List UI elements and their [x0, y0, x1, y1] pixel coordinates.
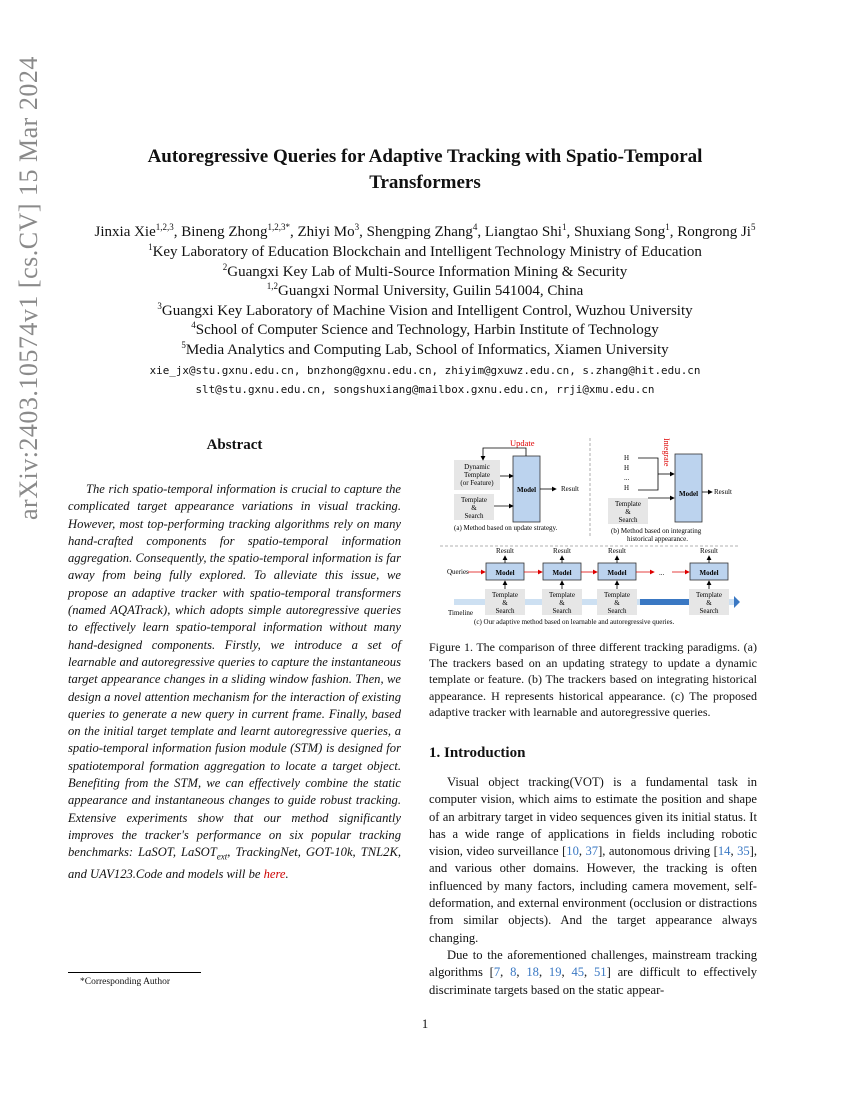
fig-label: Result: [553, 547, 571, 555]
author-sup: 5: [750, 222, 756, 232]
author-name: , Shengping Zhang: [359, 224, 473, 240]
fig-label: Template: [615, 500, 641, 508]
fig-label: Model: [678, 490, 699, 498]
fig-label: &: [559, 599, 565, 607]
fig-caption-b: (b) Method based on integrating: [611, 527, 702, 535]
fig-label: Template: [461, 496, 487, 504]
citation-link[interactable]: 18: [526, 965, 539, 980]
fig-label: Template: [464, 471, 490, 479]
fig-caption-c: (c) Our adaptive method based on learnable and autoregressive queries.: [474, 618, 675, 626]
paper-title: [60, 144, 790, 196]
citation-link[interactable]: 19: [548, 965, 562, 980]
fig-label: Search: [495, 607, 515, 615]
author-name: , Shuxiang Song: [566, 224, 666, 240]
email-line: xie_jx@stu.gxnu.edu.cn, bnzhong@gxnu.edu.cn, zhiyim@gxuwz.edu.cn, s.zhang@hit.edu.cn: [149, 364, 701, 377]
fig-label: Search: [607, 607, 627, 615]
abstract-heading: Abstract: [206, 437, 263, 453]
body-text: ,: [538, 965, 549, 980]
update-label: Update: [510, 438, 535, 448]
citation-link[interactable]: 45: [571, 965, 585, 980]
fig-label: Result: [561, 485, 579, 493]
footnote-rule: [68, 972, 201, 973]
body-text: ,: [561, 965, 572, 980]
body-text: Due to the aforementioned challenges, mainstream tracking algorithms [: [429, 947, 757, 980]
fig-label: &: [614, 599, 620, 607]
fig-label: ...: [659, 569, 665, 577]
author-sup: 1: [561, 222, 567, 232]
fig-label: Model: [495, 569, 515, 577]
abstract-text-tail: , TrackingNet, GOT-10k, TNL2K, and UAV123.Code and models will be: [68, 845, 401, 882]
email-list: [40, 361, 810, 399]
affiliation-sup: 2: [222, 261, 228, 272]
fig-label: Queries: [447, 568, 469, 576]
fig-label: Search: [464, 512, 484, 520]
title-line-1: Autoregressive Queries for Adaptive Tracking with Spatio-Temporal: [147, 146, 703, 167]
arxiv-identifier: arXiv:2403.10574v1 [cs.CV] 15 Mar 2024: [14, 56, 43, 520]
fig-label: H: [624, 464, 630, 472]
affiliation-text: Guangxi Normal University, Guilin 541004, China: [278, 283, 584, 299]
affiliation: [40, 263, 810, 283]
abstract-text: The rich spatio-temporal information is crucial to capture the complicated target appearance variations in visual tracking. However, most top-performing tracking algorithms rely on many hand-crafted components for spatio-temporal information aggregation. Consequently, the spatio-temporal information is far away from being fully explored. To alleviate this issue, we propose an adaptive tracker with spatio-temporal transformers (named AQATrack), which adopts simple autoregressive queries to effectively learn spatio-temporal information without many hand-designed components. Firstly, we introduce a set of learnable and autoregressive queries to capture the instantaneous target appearance changes in a sliding window fashion. Then, we design a novel attention mechanism for the interaction of existing queries to generate a new query in current frame. Finally, based on the initial target template and learnt autoregressive queries, a spatio-temporal information fusion module (STM) is designed for spatiotemporal formation aggregation to locate a target object. Benefiting from the STM, we can effectively combine the static appearance and instantaneous changes to guide robust tracking. Extensive experiments show that our method significantly improves the tracker's performance on six popular tracking benchmarks: LaSOT, LaSOT: [68, 482, 401, 860]
author-name: Jinxia Xie: [94, 224, 156, 240]
affiliation-sup: 5: [181, 339, 186, 350]
fig-label: &: [706, 599, 712, 607]
fig-label: Search: [552, 607, 572, 615]
body-text: ] are difficult to effectively discriminate targets based on the static appear-: [429, 965, 758, 997]
title-line-2: Transformers: [369, 172, 481, 193]
fig-label: &: [471, 504, 477, 512]
author-sup: 3: [354, 222, 360, 232]
affiliation-text: School of Computer Science and Technology, Harbin Institute of Technology: [195, 322, 659, 338]
model-box: [675, 454, 702, 522]
affiliation: [40, 341, 810, 361]
affiliation: [40, 243, 810, 263]
affiliation-sup: 1,2: [266, 281, 278, 291]
footnote: *Corresponding Author: [80, 977, 170, 987]
affiliation: [40, 321, 810, 341]
email-line: slt@stu.gxnu.edu.cn, songshuxiang@mailbox.gxnu.edu.cn, rrji@xmu.edu.cn: [195, 383, 655, 396]
fig-label: Result: [608, 547, 626, 555]
fig-label: &: [625, 508, 631, 516]
fig-caption-b: historical appearance.: [627, 535, 689, 543]
author-sup: 1,2,3*: [267, 222, 291, 232]
citation-link[interactable]: 35: [737, 844, 750, 859]
body-text: ,: [578, 844, 586, 859]
affiliation: [40, 282, 810, 302]
body-text: ], and various other domains. However, the tracking is often influenced by many factors, including camera movement, self-deformation, and external environment (occlusion or distractions from similar objects). And the target appearance always changing.: [429, 844, 757, 945]
body-text: Visual object tracking(VOT) is a fundamental task in computer vision, which aims to estimate the position and shape of an arbitrary target in video sequences given its initial status. It has a wide range of applications in fields including robotic vision, video surveillance [: [429, 775, 757, 859]
fig-label: Result: [700, 547, 718, 555]
intro-paragraph-1: [429, 774, 757, 947]
author-sup: 1,2,3: [155, 222, 174, 232]
fig-label: Template: [492, 591, 518, 599]
author-sup: 1: [665, 222, 670, 232]
fig-label: &: [502, 599, 508, 607]
fig-label: Result: [496, 547, 514, 555]
fig-label: ...: [624, 474, 630, 482]
author-name: , Liangtao Shi: [477, 224, 562, 240]
author-name: , Rongrong Ji: [669, 224, 751, 240]
fig-label: H: [624, 454, 630, 462]
abstract-subscript: ext: [216, 851, 228, 862]
citation-link[interactable]: 37: [585, 844, 599, 859]
fig-label: Search: [699, 607, 719, 615]
integrate-label: Integrate: [662, 438, 671, 467]
body-text: ,: [730, 844, 738, 859]
author-sup: 4: [472, 222, 478, 232]
fig-label: Model: [607, 569, 627, 577]
citation-link[interactable]: 8: [510, 965, 517, 980]
page-number: 1: [421, 1017, 429, 1031]
body-text: ,: [516, 965, 527, 980]
citation-link[interactable]: 7: [493, 965, 501, 980]
affiliation-text: Key Laboratory of Education Blockchain and Intelligent Technology Ministry of Education: [152, 244, 702, 260]
body-text: ], autonomous driving [: [598, 844, 718, 859]
fig-label: H: [624, 484, 630, 492]
abstract-body: [68, 481, 401, 883]
body-text: ,: [584, 965, 594, 980]
citation-link[interactable]: 10: [566, 844, 579, 859]
author-name: , Bineng Zhong: [173, 224, 268, 240]
code-link[interactable]: here: [263, 867, 286, 882]
abstract-end: .: [285, 867, 289, 882]
fig-label: (or Feature): [460, 479, 494, 487]
fig-label: Result: [714, 488, 732, 496]
affiliations: [40, 243, 810, 360]
fig-label: Search: [618, 516, 638, 524]
affiliation-sup: 3: [157, 300, 162, 311]
affiliation-text: Guangxi Key Lab of Multi-Source Information Mining & Security: [227, 263, 628, 280]
fig-label: Template: [604, 591, 630, 599]
affiliation-text: Media Analytics and Computing Lab, School of Informatics, Xiamen University: [185, 341, 669, 358]
affiliation-sup: 4: [191, 320, 196, 330]
section-heading: 1. Introduction: [429, 745, 526, 761]
fig-label: Model: [516, 486, 537, 494]
affiliation: [40, 302, 810, 322]
fig-label: Model: [552, 569, 572, 577]
author-name: , Zhiyi Mo: [290, 224, 355, 240]
intro-paragraph-2: [429, 947, 757, 999]
fig-label: Timeline: [448, 609, 474, 617]
body-text: ,: [500, 965, 511, 980]
affiliation-text: Guangxi Key Laboratory of Machine Vision and Intelligent Control, Wuzhou University: [161, 302, 693, 319]
author-list: [40, 222, 810, 242]
citation-link[interactable]: 14: [717, 844, 731, 859]
affiliation-sup: 1: [148, 242, 153, 252]
figure-caption: Figure 1. The comparison of three different tracking paradigms. (a) The trackers based on an updating strategy to update a dynamic template or feature. (b) The trackers based on integrating historical appearance. H represents historical appearance. (c) The proposed adaptive tracker with learnable and autoregressive queries.: [429, 640, 757, 719]
fig-label: Template: [696, 591, 722, 599]
intro-body: [429, 774, 757, 999]
fig-label: Model: [699, 569, 719, 577]
fig-label: Dynamic: [464, 463, 490, 471]
fig-caption-a: (a) Method based on update strategy.: [454, 524, 558, 532]
fig-label: Template: [549, 591, 575, 599]
figure-1: [440, 434, 740, 629]
citation-link[interactable]: 51: [594, 965, 607, 980]
